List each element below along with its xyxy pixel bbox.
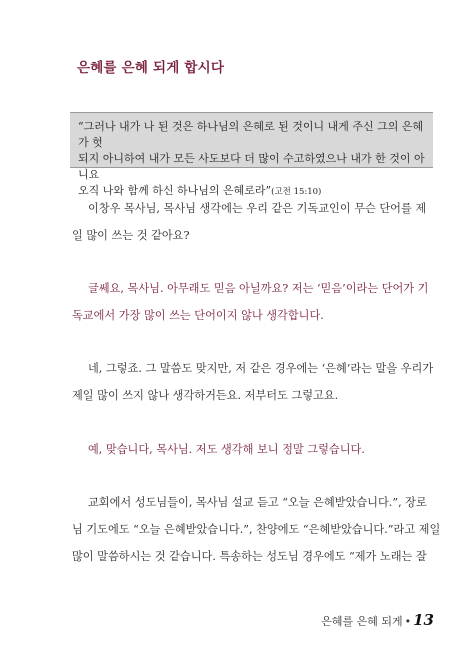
paragraph-line: 교회에서 성도님들이, 목사님 설교 듣고 “오늘 은혜받았습니다.”, 장로 xyxy=(88,496,427,509)
scripture-reference: (고전 15:10) xyxy=(271,187,322,197)
quote-line-3-text: 오직 나와 함께 하신 하나님의 은혜로라” xyxy=(78,184,272,197)
footer-bullet: • xyxy=(404,615,412,628)
page-footer xyxy=(321,611,434,629)
scripture-quote-box xyxy=(70,112,433,197)
paragraph-line: 네, 그렇죠. 그 말씀도 맞지만, 저 같은 경우에는 ‘은혜’라는 말을 우리가 xyxy=(88,362,434,375)
paragraph-line: 님 기도에도 “오늘 은혜받았습니다.”, 찬양에도 “은혜받았습니다.”라고 제일 xyxy=(72,523,441,536)
paragraph-line: 제일 많이 쓰지 않나 생각하거든요. 저부터도 그렇고요. xyxy=(72,389,339,402)
dialogue-paragraph-4 xyxy=(72,436,436,463)
paragraph-line: 이창우 목사님, 목사님 생각에는 우리 같은 기독교인이 무슨 단어를 제 xyxy=(88,202,427,215)
section-heading: 은혜를 은혜 되게 합시다 xyxy=(77,60,225,76)
paragraph-line: 많이 말씀하시는 것 같습니다. 특송하는 성도님 경우에도 “제가 노래는 잘 xyxy=(72,550,427,563)
dialogue-paragraph-2 xyxy=(72,275,436,329)
paragraph-line: 일 많이 쓰는 것 같아요? xyxy=(72,229,190,242)
paragraph-line: 글쎄요, 목사님. 아무래도 믿음 아닐까요? 저는 ‘믿음’이라는 단어가 기 xyxy=(88,282,429,295)
running-title: 은혜를 은혜 되게 xyxy=(321,615,403,628)
quote-line-1: “그러나 내가 나 된 것은 하나님의 은혜로 된 것이니 내게 주신 그의 은혜가 헛 xyxy=(78,120,424,149)
paragraph-line: 예, 맞습니다, 목사님. 저도 생각해 보니 정말 그렇습니다. xyxy=(88,443,365,456)
page-number: 13 xyxy=(413,611,434,629)
quote-line-2: 되지 아니하여 내가 모든 사도보다 더 많이 수고하였으나 내가 한 것이 아니요 xyxy=(78,152,425,181)
dialogue-paragraph-3 xyxy=(72,355,436,409)
paragraph-line: 독교에서 가장 많이 쓰는 단어이지 않나 생각합니다. xyxy=(72,309,324,322)
dialogue-paragraph-5 xyxy=(72,489,441,570)
dialogue-paragraph-1 xyxy=(72,195,436,249)
